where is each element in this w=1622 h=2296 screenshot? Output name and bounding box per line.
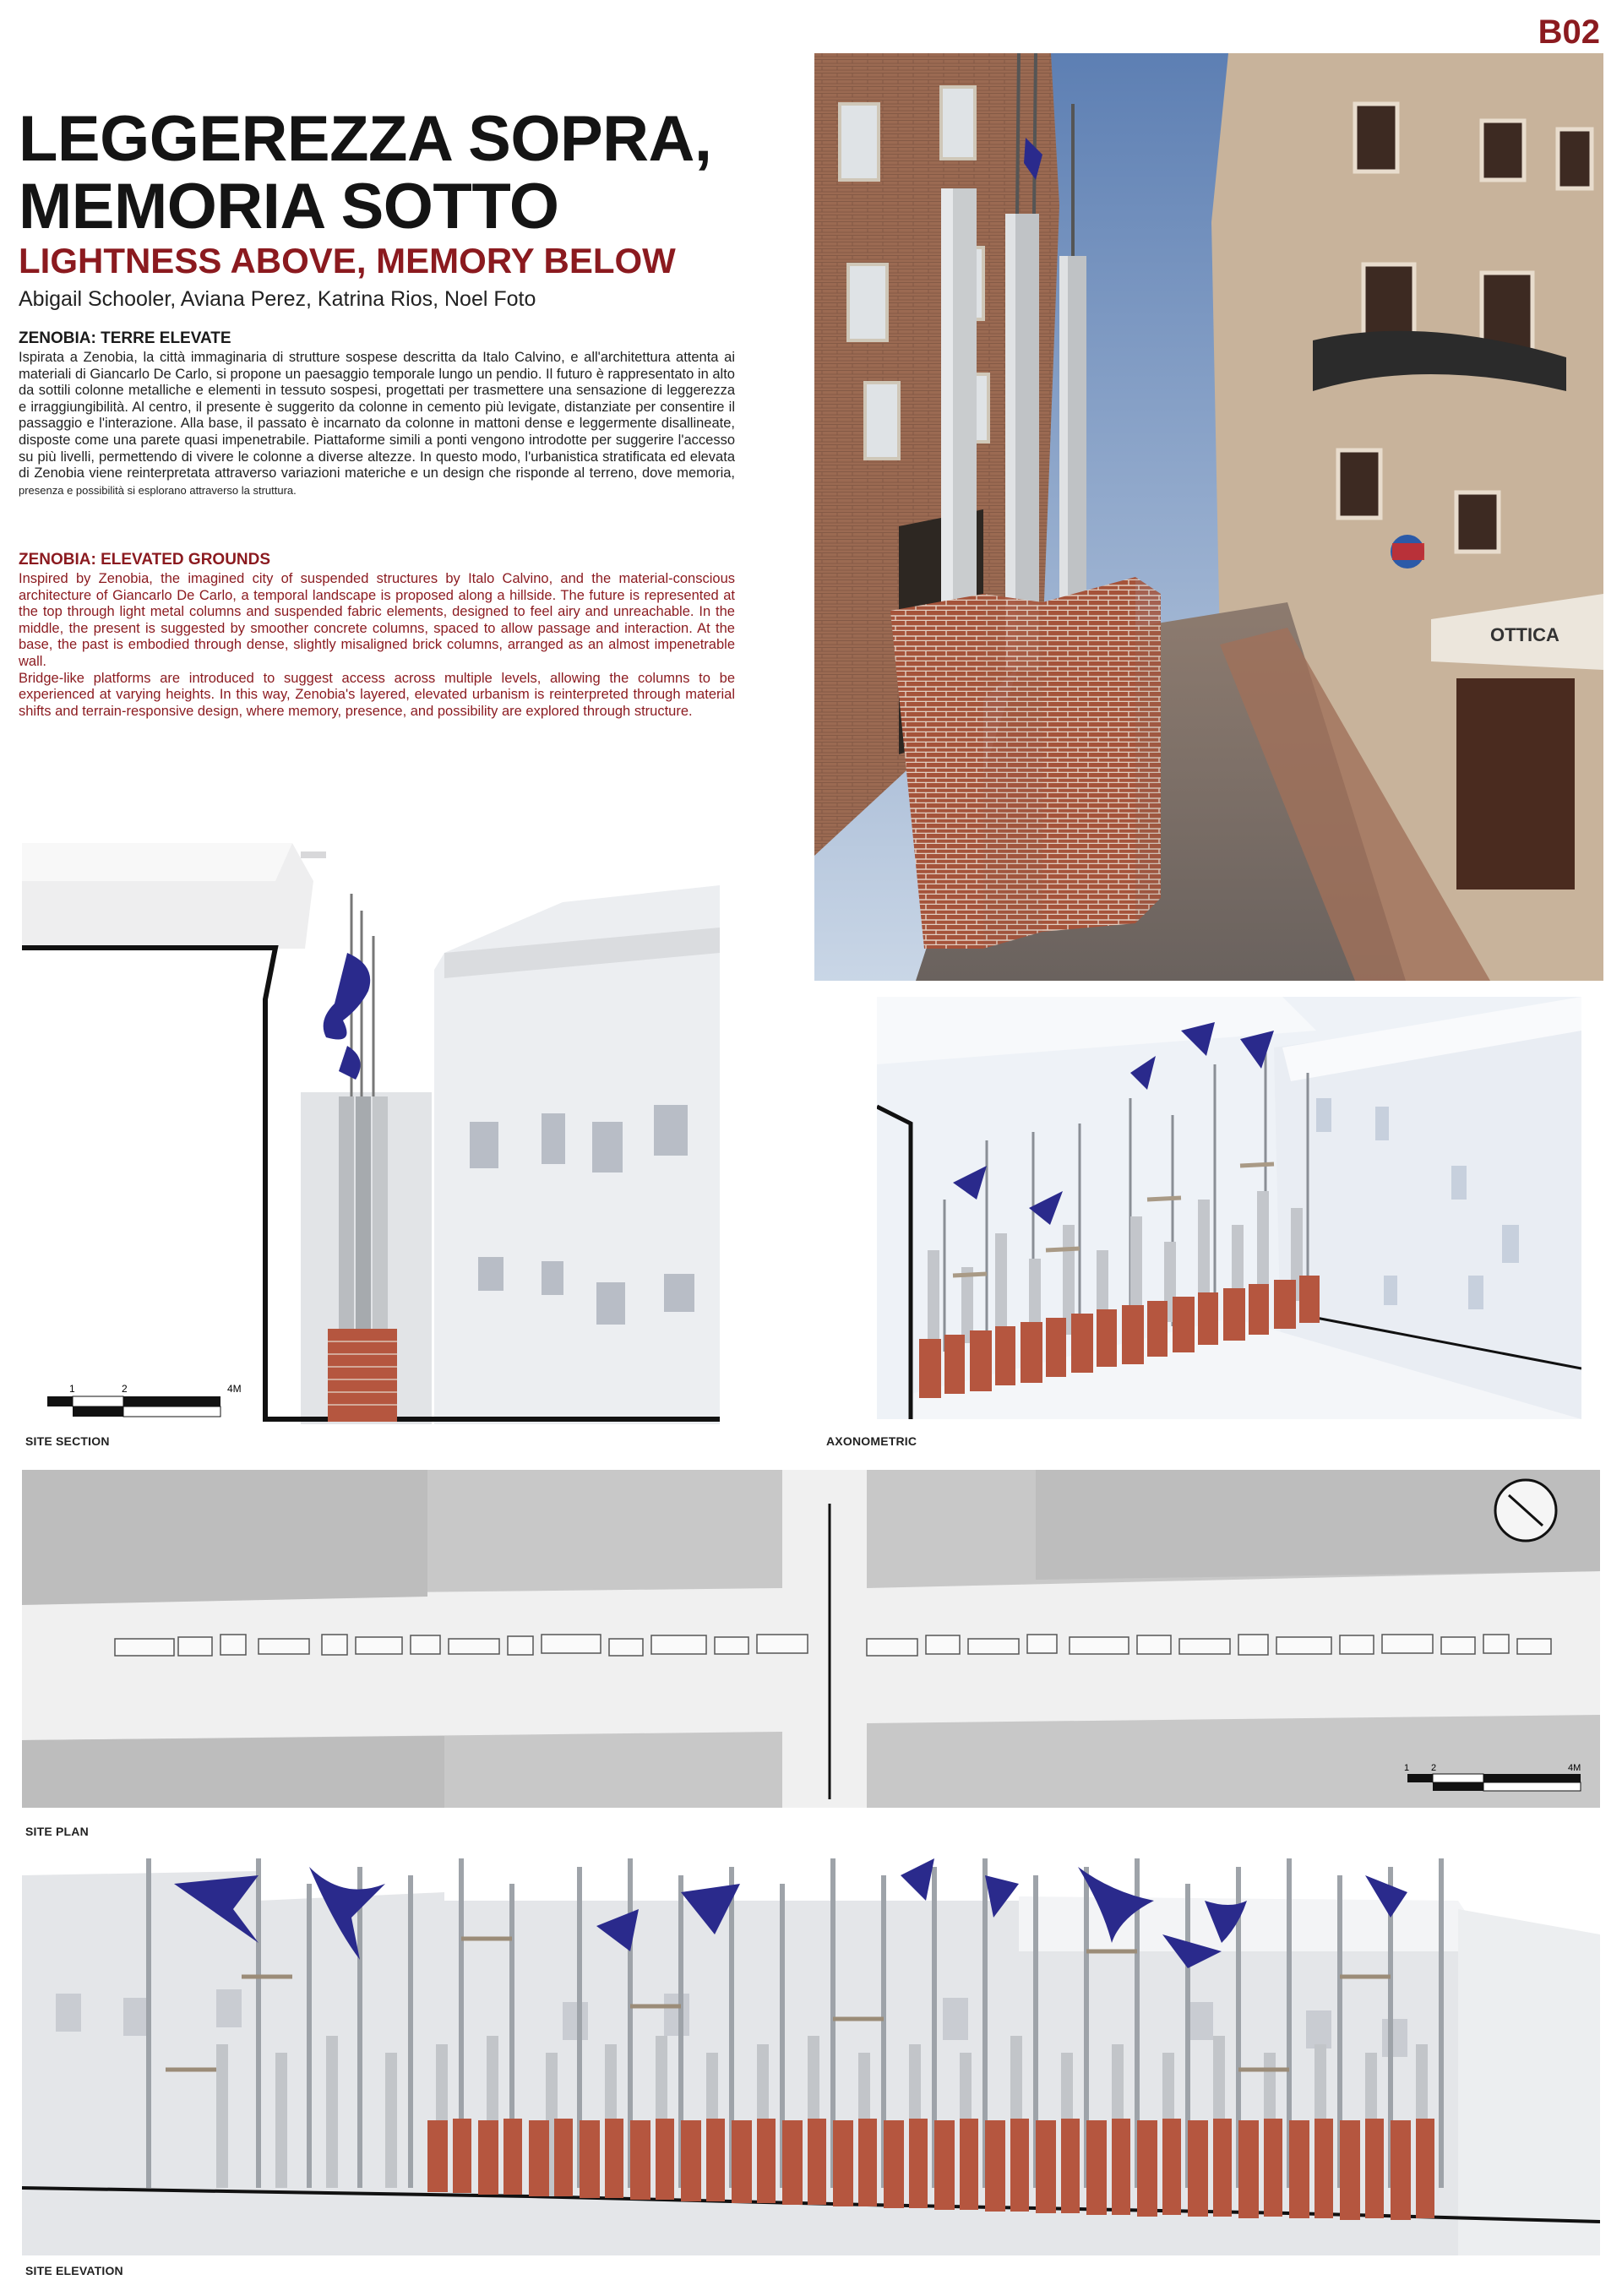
brick-piers	[890, 577, 1161, 949]
svg-text:4M: 4M	[1568, 1763, 1581, 1773]
svg-text:1: 1	[69, 1383, 75, 1395]
caption-site-elevation: SITE ELEVATION	[25, 2264, 123, 2277]
section-en-body	[19, 571, 735, 720]
board-code: B02	[1538, 14, 1600, 51]
svg-text:4M: 4M	[227, 1383, 242, 1395]
shop-sign: OTTICA	[1490, 624, 1559, 645]
site-plan-drawing	[22, 1470, 1600, 1808]
svg-text:2: 2	[122, 1383, 128, 1395]
section-it-text-small: presenza e possibilità si esplorano attraverso la struttura.	[19, 483, 297, 497]
site-section-drawing	[22, 843, 720, 1424]
section-en-paragraph-2: Bridge-like platforms are introduced to suggest access across multiple levels, allowing the columns to be experienced at varying heights. In this way, Zenobia's layered, elevated urbanism is reinterpreted through material shifts and terrain-responsive design, where memory, presence, and possibility are explored through structure.	[19, 670, 735, 719]
title-italian	[19, 103, 712, 242]
authors: Abigail Schooler, Aviana Perez, Katrina Rios, Noel Foto	[19, 287, 536, 311]
section-columns	[339, 1096, 388, 1329]
shop-door	[1456, 678, 1575, 890]
section-scale-bar-icon	[47, 1383, 242, 1417]
title-italian-line-2: MEMORIA SOTTO	[19, 171, 559, 242]
section-it-body	[19, 350, 735, 498]
svg-text:2: 2	[1431, 1763, 1437, 1773]
title-italian-line-1: LEGGEREZZA SOPRA,	[19, 103, 712, 175]
section-it-text: Ispirata a Zenobia, la città immaginaria di strutture sospese descritta da Italo Calvino, e all'architettura attenta ai materiali di Giancarlo De Carlo, si propone un paesaggio temporale lungo un pendio. Il futuro è rappresentato in alto da sottili colonne metalliche e elementi in tessuto sospesi, progettati per trasmettere una sensazione di leggerezza e irraggiungibilità. Al centro, il presente è suggerito da colonne in cemento più levigate, distanziate per consentire il passaggio e l'interazione. Alla base, il passato è incarnato da colonne in mattoni dense e leggermente disallineate, disposte come una parete quasi impenetrabile. Piattaforme simili a ponti vengono introdotte per suggerire l'accesso su più livelli, permettendo di vivere le colonne a diverse altezze. In questo modo, l'urbanistica stratificata ed elevata di Zenobia viene reinterpretata attraverso variazioni materiche e un design che risponde al terreno, dove memoria,	[19, 350, 735, 482]
street-photo	[814, 53, 1603, 981]
north-arrow-icon	[1495, 1480, 1556, 1541]
caption-axonometric: AXONOMETRIC	[826, 1434, 917, 1448]
section-fabric	[324, 953, 371, 1040]
caption-site-section: SITE SECTION	[25, 1434, 110, 1448]
section-brick-base	[328, 1329, 397, 1422]
section-en-heading: ZENOBIA: ELEVATED GROUNDS	[19, 551, 271, 569]
svg-text:1: 1	[1404, 1763, 1410, 1773]
caption-site-plan: SITE PLAN	[25, 1825, 89, 1838]
site-elevation-drawing	[22, 1850, 1600, 2255]
section-it-heading: ZENOBIA: TERRE ELEVATE	[19, 329, 231, 347]
title-english: LIGHTNESS ABOVE, MEMORY BELOW	[19, 241, 676, 280]
section-en-paragraph-1: Inspired by Zenobia, the imagined city of suspended structures by Italo Calvino, and the material-conscious architecture of Giancarlo De Carlo, a temporal landscape is proposed along a hillside. The future is represented at the top through light metal columns and suspended fabric elements, designed to feel airy and unreachable. In the middle, the present is suggested by smoother concrete columns, spaced to allow passage and interaction. At the base, the past is embodied through dense, slightly misaligned brick columns, arranged as an almost impenetrable wall.	[19, 571, 735, 669]
axonometric-drawing	[877, 997, 1581, 1419]
